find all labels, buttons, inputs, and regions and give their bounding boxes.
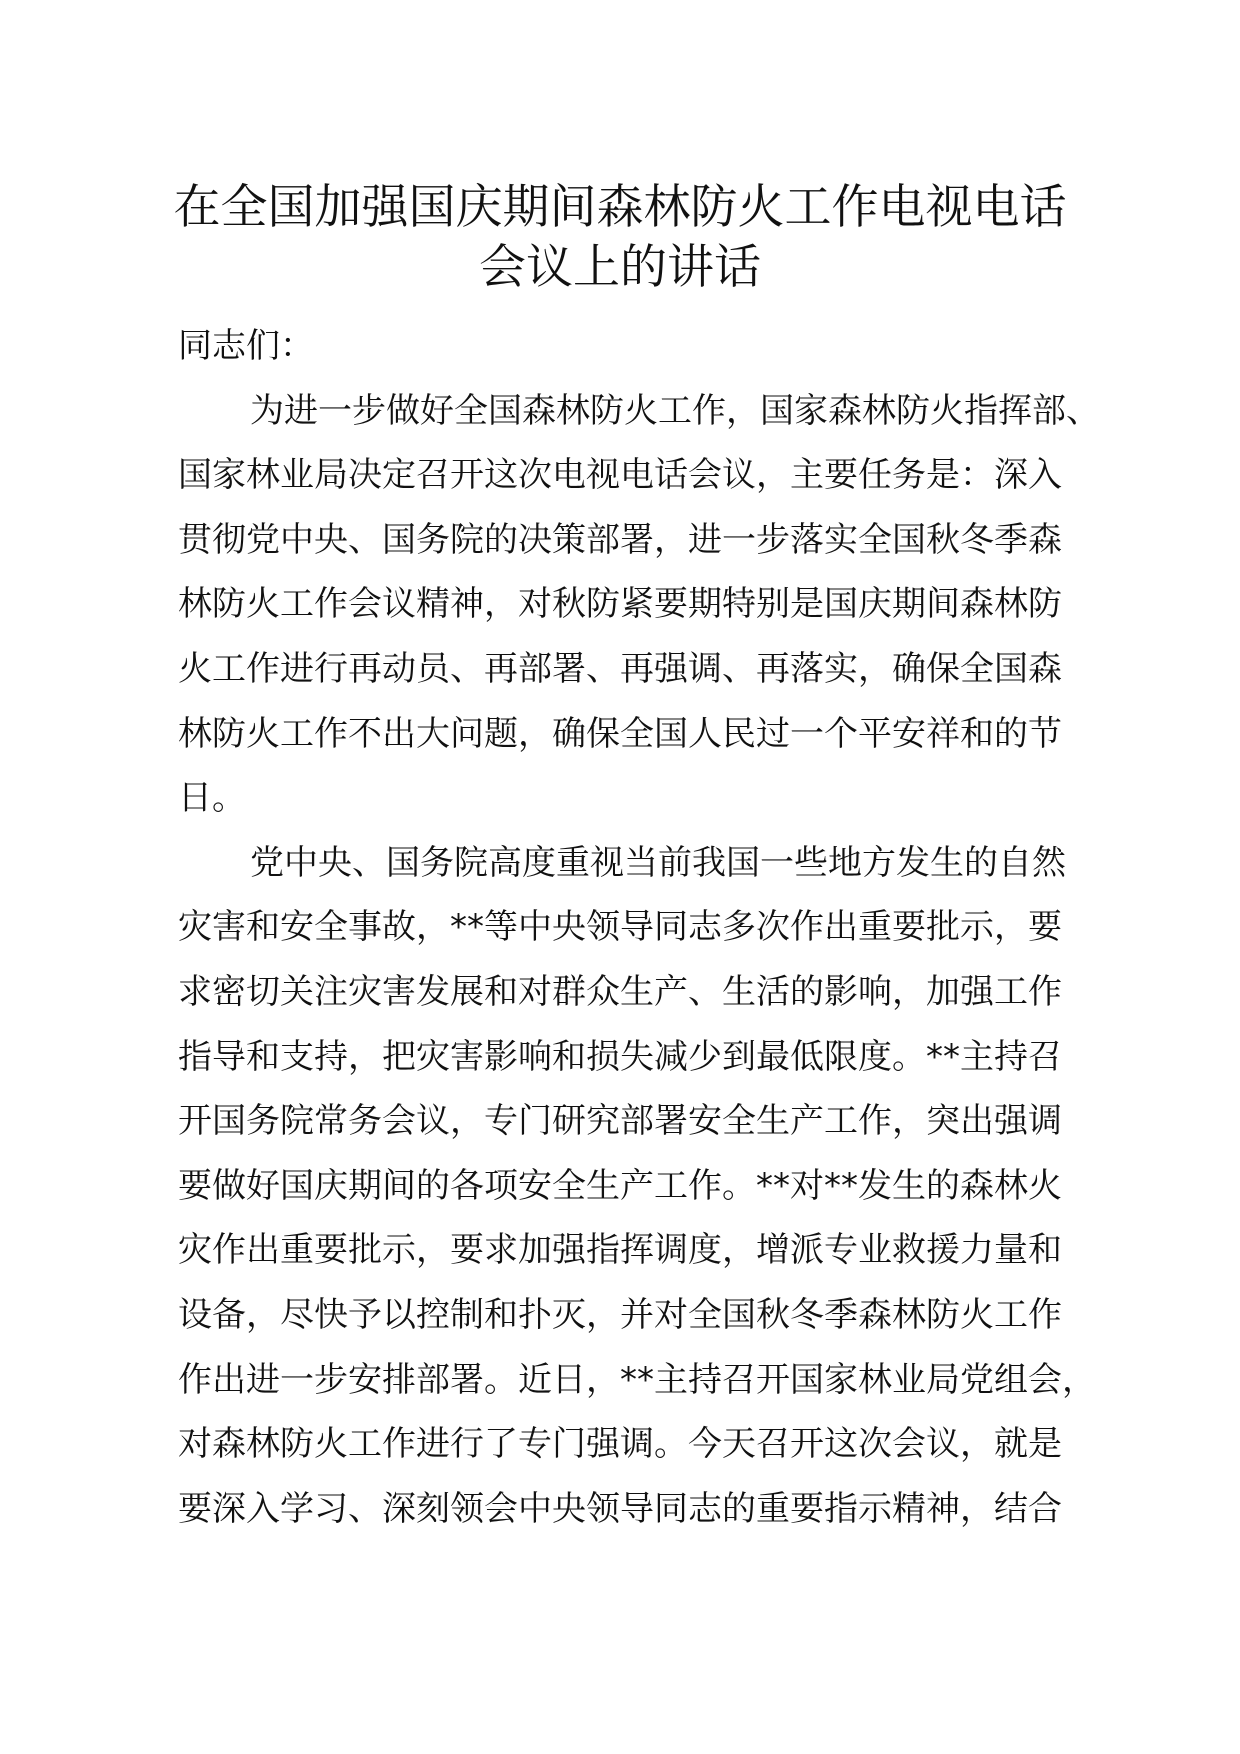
paragraph-line: 要深入学习、深刻领会中央领导同志的重要指示精神，结合 [178, 1488, 1062, 1529]
paragraph-line: 求密切关注灾害发展和对群众生产、生活的影响，加强工作 [178, 971, 1062, 1012]
paragraph-line: 要做好国庆期间的各项安全生产工作。**对**发生的森林火 [178, 1165, 1062, 1206]
paragraph-line: 开国务院常务会议，专门研究部署安全生产工作，突出强调 [178, 1101, 1062, 1142]
paragraph-line: 林防火工作会议精神，对秋防紧要期特别是国庆期间森林防 [178, 584, 1062, 625]
paragraph-line: 贯彻党中央、国务院的决策部署，进一步落实全国秋冬季森 [178, 519, 1062, 560]
paragraph-line: 国家林业局决定召开这次电视电话会议，主要任务是：深入 [178, 455, 1062, 496]
paragraph-line: 指导和支持，把灾害影响和损失减少到最低限度。**主持召 [178, 1036, 1062, 1077]
paragraph-line: 为进一步做好全国森林防火工作，国家森林防火指挥部、 [250, 390, 1100, 431]
paragraph-line: 灾害和安全事故，**等中央领导同志多次作出重要批示，要 [178, 907, 1062, 948]
document-title [150, 178, 1090, 298]
paragraph-line: 林防火工作不出大问题，确保全国人民过一个平安祥和的节 [178, 713, 1062, 754]
paragraph-line: 灾作出重要批示，要求加强指挥调度，增派专业救援力量和 [178, 1230, 1062, 1271]
document-body [178, 314, 1108, 1541]
paragraph-line: 对森林防火工作进行了专门强调。今天召开这次会议，就是 [178, 1424, 1062, 1465]
title-line-2: 会议上的讲话 [479, 240, 761, 295]
paragraph-1 [178, 379, 1108, 831]
title-line-1: 在全国加强国庆期间森林防火工作电视电话 [173, 180, 1067, 235]
paragraph-line: 作出进一步安排部署。近日，**主持召开国家林业局党组会， [178, 1359, 1096, 1400]
paragraph-line: 日。 [178, 778, 246, 819]
paragraph-2 [178, 831, 1108, 1542]
paragraph-line: 党中央、国务院高度重视当前我国一些地方发生的自然 [250, 842, 1066, 883]
paragraph-line: 火工作进行再动员、再部署、再强调、再落实，确保全国森 [178, 648, 1062, 689]
salutation: 同志们： [178, 326, 314, 366]
paragraph-line: 设备，尽快予以控制和扑灭，并对全国秋冬季森林防火工作 [178, 1294, 1062, 1335]
